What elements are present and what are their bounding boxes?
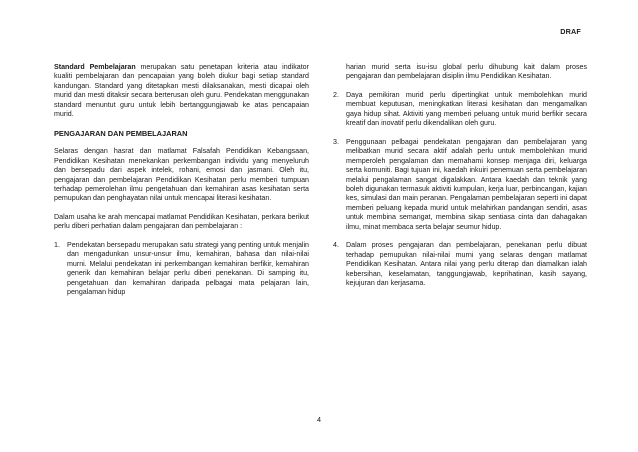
list-text: Pendekatan bersepadu merupakan satu strategi yang penting untuk menjalin dan mengadunkan unsur-unsur ilmu, kemahiran, bahasa dan nilai-nilai murni. Melalui pendekatan ini perkembangan kemahiran berfikir, kemahiran generik dan kemahiran belajar perlu diberi penekanan. Di samping itu, pengetahuan dan kemahiran daripada pelbagai mata pelajaran lain, pengalaman hidup	[67, 240, 309, 297]
section-heading: PENGAJARAN DAN PEMBELAJARAN	[54, 128, 188, 138]
list-item-1-continuation: harian murid serta isu-isu global perlu dihubung kait dalam proses pengajaran dan pembelajaran disiplin ilmu Pendidikan Kesihatan.	[346, 63, 587, 81]
list-item-4	[333, 241, 587, 288]
list-text: Penggunaan pelbagai pendekatan pengajaran dan pembelajaran yang melibatkan murid secara aktif adalah perlu untuk membolehkan murid memperoleh pengalaman dan memahami konsep menjaga diri, keluarga serta komuniti. Bagi tujuan ini, kaedah inkuiri penemuan serta pembelajaran melalui pengalaman sangat digalakkan. Antara kaedah dan teknik yang boleh digunakan termasuk aktiviti kumpulan, kerja luar, perbincangan, kajian kes, simulasi dan main peranan. Pengalaman pembelajaran seperti ini dapat memberi peluang kepada murid untuk melahirkan pandangan sendiri, asas untuk membina semangat, membina sikap sentiasa cinta dan dahagakan ilmu, minat membaca serta belajar seumur hidup.	[346, 137, 587, 231]
list-item-2	[333, 91, 587, 129]
list-text: Daya pemikiran murid perlu dipertingkat untuk membolehkan murid membuat keputusan, meningkatkan literasi kesihatan dan mengamalkan gaya hidup sihat. Aktiviti yang memberi peluang untuk murid berfikir secara kreatif dan inovatif perlu dikendalikan oleh guru.	[346, 90, 587, 128]
list-number: 1.	[54, 240, 60, 249]
page-number: 4	[317, 415, 321, 424]
paragraph-2: Dalam usaha ke arah mencapai matlamat Pendidikan Kesihatan, perkara berikut perlu diberi perhatian dalam pengajaran dan pembelajaran :	[54, 212, 309, 231]
paragraph-1: Selaras dengan hasrat dan matlamat Falsafah Pendidikan Kebangsaan, Pendidikan Kesihatan menekankan perkembangan individu yang menyeluruh dan bersepadu dari aspek intelek, rohani, emosi dan jasmani. Oleh itu, pengajaran dan pembelajaran Pendidikan Kesihatan perlu memberi tumpuan terhadap pemerolehan ilmu pengetahuan dan kemahiran asas kesihatan serta pemupukan dan penghayatan nilai untuk mencapai literasi kesihatan.	[54, 147, 309, 203]
left-column	[54, 63, 309, 298]
list-item-3	[333, 138, 587, 233]
draft-label: DRAF	[560, 27, 581, 36]
list-number: 2.	[333, 90, 339, 99]
list-item-1	[54, 241, 309, 298]
list-text: Dalam proses pengajaran dan pembelajaran, penekanan perlu dibuat terhadap pemupukan nilai-nilai murni yang selaras dengan matlamat Pendidikan Kesihatan. Antara nilai yang perlu diterap dan diamalkan ialah kebersihan, keselamatan, tanggungjawab, keprihatinan, kasih sayang, kejujuran dan kerjasama.	[346, 241, 587, 288]
right-column	[333, 63, 587, 289]
list-number: 3.	[333, 137, 339, 146]
list-number: 4.	[333, 241, 339, 250]
intro-paragraph	[54, 63, 309, 120]
intro-text: merupakan satu penetapan kriteria atau indikator kualiti pembelajaran dan pencapaian yang boleh diukur bagi setiap standard kandungan. Standard yang ditetapkan mesti dilaksanakan, mesti dicapai oleh murid dan mesti ditaksir secara berterusan oleh guru. Pendekatan menggunakan standard menuntut guru untuk lebih bertanggungjawab ke atas pencapaian murid.	[54, 63, 309, 119]
intro-lead: Standard Pembelajaran	[54, 63, 136, 71]
